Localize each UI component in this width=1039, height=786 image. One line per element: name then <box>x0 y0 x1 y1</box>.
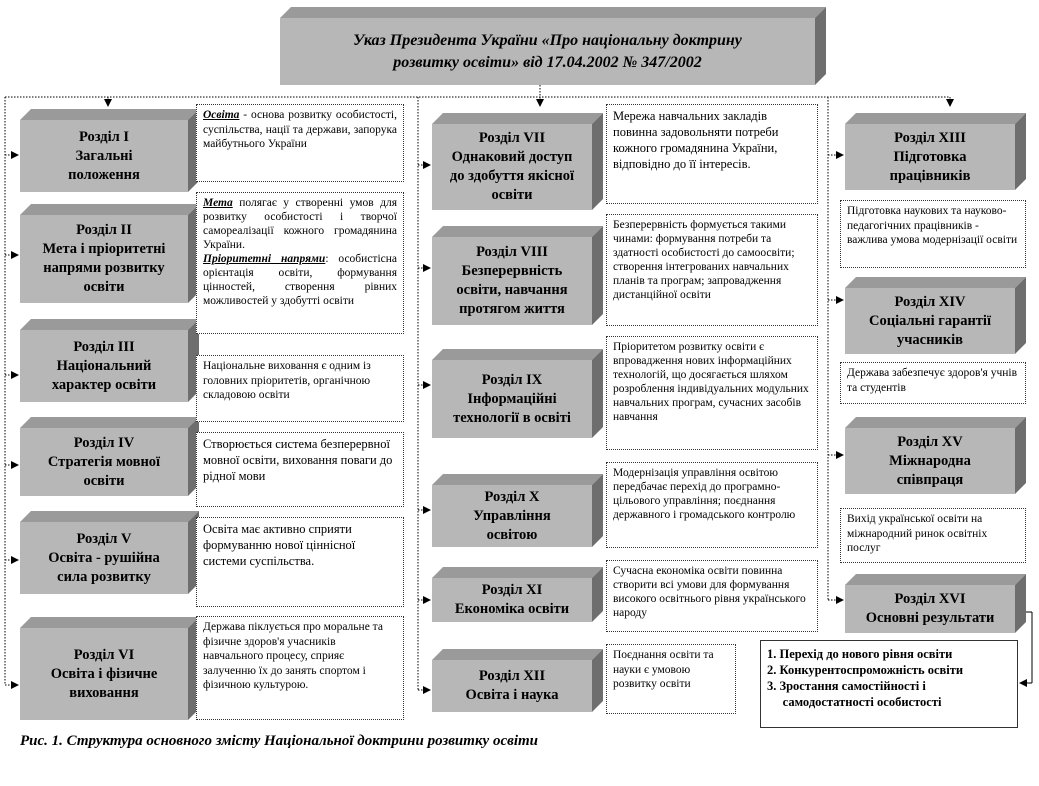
section-1-box <box>20 120 188 192</box>
section-8-number: Розділ VІІІ <box>476 244 548 260</box>
section-6-description <box>196 616 404 720</box>
d2-term2: Пріоритетні напрями <box>203 253 326 265</box>
d1-text: - основа розвитку особистості, суспільства, нації та держави, запорука майбутнього України <box>203 109 397 150</box>
d13-text: Підготовка наукових та науково-педагогічних працівників - важлива умова модернізації освіти <box>847 205 1018 246</box>
section-3-description <box>196 355 404 422</box>
section-7-title-line: освіти <box>491 187 533 203</box>
box-side-face <box>815 7 826 85</box>
d2-text2: : особистісна орієнтація освіти, формування цінностей, створення рівних можливостей у здобутті освіти <box>203 253 398 307</box>
section-7-title-line: до здобуття якісної <box>449 168 575 184</box>
header-line-2: розвитку освіти» від 17.04.2002 № 347/2002 <box>393 53 702 71</box>
section-10-description <box>606 462 818 548</box>
section-10-number: Розділ Х <box>484 488 540 505</box>
section-11-description <box>606 560 818 632</box>
section-13-title-line: Підготовка <box>893 148 967 165</box>
section-16-title-line: Основні результати <box>865 610 995 626</box>
section-1-title-line: Загальні <box>75 147 133 164</box>
d5-text: Освіта має активно сприяти формуванню нової ціннісної системи суспільства. <box>203 522 356 568</box>
d14-text: Держава забезпечує здоров'я учнів та студентів <box>847 367 1018 394</box>
section-7-number: Розділ VІІ <box>478 130 546 146</box>
section-7-title-line: Однаковий доступ <box>451 149 573 165</box>
section-2-description <box>196 192 404 334</box>
section-2-box <box>20 215 188 303</box>
section-16-box <box>845 585 1015 633</box>
section-12-box <box>432 660 592 712</box>
section-4-number: Розділ ІV <box>73 434 135 451</box>
section-6-box <box>20 628 188 720</box>
section-2-title-line: освіти <box>83 279 125 295</box>
section-14-box <box>845 288 1015 354</box>
d12-text: Поєднання освіти та науки є умовою розвитку освіти <box>613 649 714 690</box>
section-1-description <box>196 104 404 182</box>
section-11-number: Розділ ХІ <box>481 582 543 598</box>
header-decree-box <box>280 18 815 85</box>
section-9-title-line: технології в освіті <box>453 409 571 426</box>
section-10-box <box>432 485 592 547</box>
section-13-description <box>840 200 1026 268</box>
d7-text: Мережа навчальних закладів повинна задовольняти потреби кожного громадянина України, відповідно до її інтересів. <box>613 109 779 171</box>
section-10-title-line: Управління <box>473 507 551 524</box>
section-9-description <box>606 336 818 450</box>
section-3-box <box>20 330 188 402</box>
section-15-title-line: Міжнародна <box>889 452 971 469</box>
main-results-list <box>760 640 1018 728</box>
section-7-description <box>606 104 818 204</box>
section-15-title-line: співпраця <box>896 471 964 488</box>
section-14-title-line: Соціальні гарантії <box>869 312 991 329</box>
d4-text: Створюється система безперервної мовної освіти, виховання поваги до рідної мови <box>203 437 393 483</box>
section-11-title-line: Економіка освіти <box>454 601 570 617</box>
result-item: 1. Перехід до нового рівня освіти <box>767 647 953 661</box>
section-15-box <box>845 428 1015 494</box>
section-8-title-line: освіти, навчання <box>456 282 568 298</box>
section-3-title-line: характер освіти <box>51 376 157 393</box>
section-4-box <box>20 428 188 496</box>
section-10-title-line: освітою <box>486 526 538 543</box>
d1-term: Освіта <box>203 109 240 121</box>
section-5-title-line: Освіта - рушійна <box>48 549 160 566</box>
section-9-number: Розділ ІХ <box>481 371 543 388</box>
result-item: 2. Конкурентоспроможність освіти <box>767 663 964 677</box>
section-13-title-line: працівників <box>889 167 971 184</box>
d8-text: Безперервність формується такими чинами: формування потреби та здатності особистості до самоосвіти; створення інтегрованих навчальних планів та програм; запровадження дистанційної освіти <box>613 219 795 301</box>
d11-text: Сучасна економіка освіти повинна створити всі умови для формування високого освітнього рівня українського народу <box>613 565 806 619</box>
section-2-number: Розділ ІІ <box>76 222 132 238</box>
section-15-description <box>840 508 1026 563</box>
section-4-description <box>196 432 404 507</box>
section-3-number: Розділ ІІІ <box>73 338 135 355</box>
d9-text: Пріоритетом розвитку освіти є впровадження нових інформаційних технологій, що досягається шляхом розроблення індивідуальних модульних навчальних програм, сучасних засобів навчання <box>613 341 809 423</box>
section-9-title-line: Інформаційні <box>467 390 557 407</box>
section-14-title-line: учасників <box>896 331 964 348</box>
section-4-title-line: Стратегія мовної <box>47 453 161 470</box>
section-8-title-line: протягом життя <box>459 301 565 317</box>
section-8-box <box>432 237 592 325</box>
section-12-title-line: Освіта і наука <box>465 687 559 703</box>
section-6-number: Розділ VІ <box>73 646 135 663</box>
section-4-title-line: освіти <box>83 472 125 489</box>
section-6-title-line: виховання <box>69 684 139 701</box>
section-16-number: Розділ ХVІ <box>894 591 966 607</box>
section-13-number: Розділ ХІІІ <box>894 129 966 146</box>
section-5-title-line: сила розвитку <box>57 568 151 585</box>
header-line-1: Указ Президента України «Про національну доктрину <box>353 31 742 49</box>
section-8-description <box>606 214 818 326</box>
d6-text: Держава піклується про моральне та фізичне здоров'я учасників навчального процесу, сприяє залученню їх до занять спортом і фізичною культурою. <box>203 621 383 691</box>
section-2-title-line: Мета і пріоритетні <box>42 241 166 257</box>
d3-text: Національне виховання є одним із головних пріоритетів, органічною складовою освіти <box>203 360 371 401</box>
section-5-box <box>20 522 188 594</box>
d15-text: Вихід української освіти на міжнародний ринок освітніх послуг <box>847 513 988 554</box>
section-15-number: Розділ ХV <box>897 433 963 450</box>
section-5-number: Розділ V <box>76 530 132 547</box>
box-top-face <box>280 7 826 18</box>
section-7-box <box>432 124 592 210</box>
section-11-box <box>432 578 592 622</box>
section-5-description <box>196 517 404 607</box>
figure-caption: Рис. 1. Структура основного змісту Національної доктрини розвитку освіти <box>20 733 538 749</box>
section-1-number: Розділ І <box>78 128 130 145</box>
d2-text: полягає у створенні умов для розвитку особистості і творчої самореалізації кожного громадянина України. <box>203 197 397 251</box>
section-9-box <box>432 360 592 438</box>
section-14-description <box>840 362 1026 404</box>
section-6-title-line: Освіта і фізичне <box>50 665 158 682</box>
section-8-title-line: Безперервність <box>461 263 563 279</box>
d2-term: Мета <box>203 197 233 209</box>
section-12-description <box>606 644 736 714</box>
section-13-box <box>845 124 1015 190</box>
result-item: самодостатності особистості <box>767 695 942 709</box>
section-14-number: Розділ ХІV <box>894 293 966 310</box>
section-12-number: Розділ ХІІ <box>478 668 546 684</box>
section-2-title-line: напрями розвитку <box>43 260 165 276</box>
result-item: 3. Зростання самостійності і <box>767 679 926 693</box>
d10-text: Модернізація управління освітою передбачає перехід до програмно-цільового управління; поєднання державного і громадського контролю <box>613 467 796 521</box>
section-1-title-line: положення <box>68 166 140 183</box>
section-3-title-line: Національний <box>56 357 152 374</box>
